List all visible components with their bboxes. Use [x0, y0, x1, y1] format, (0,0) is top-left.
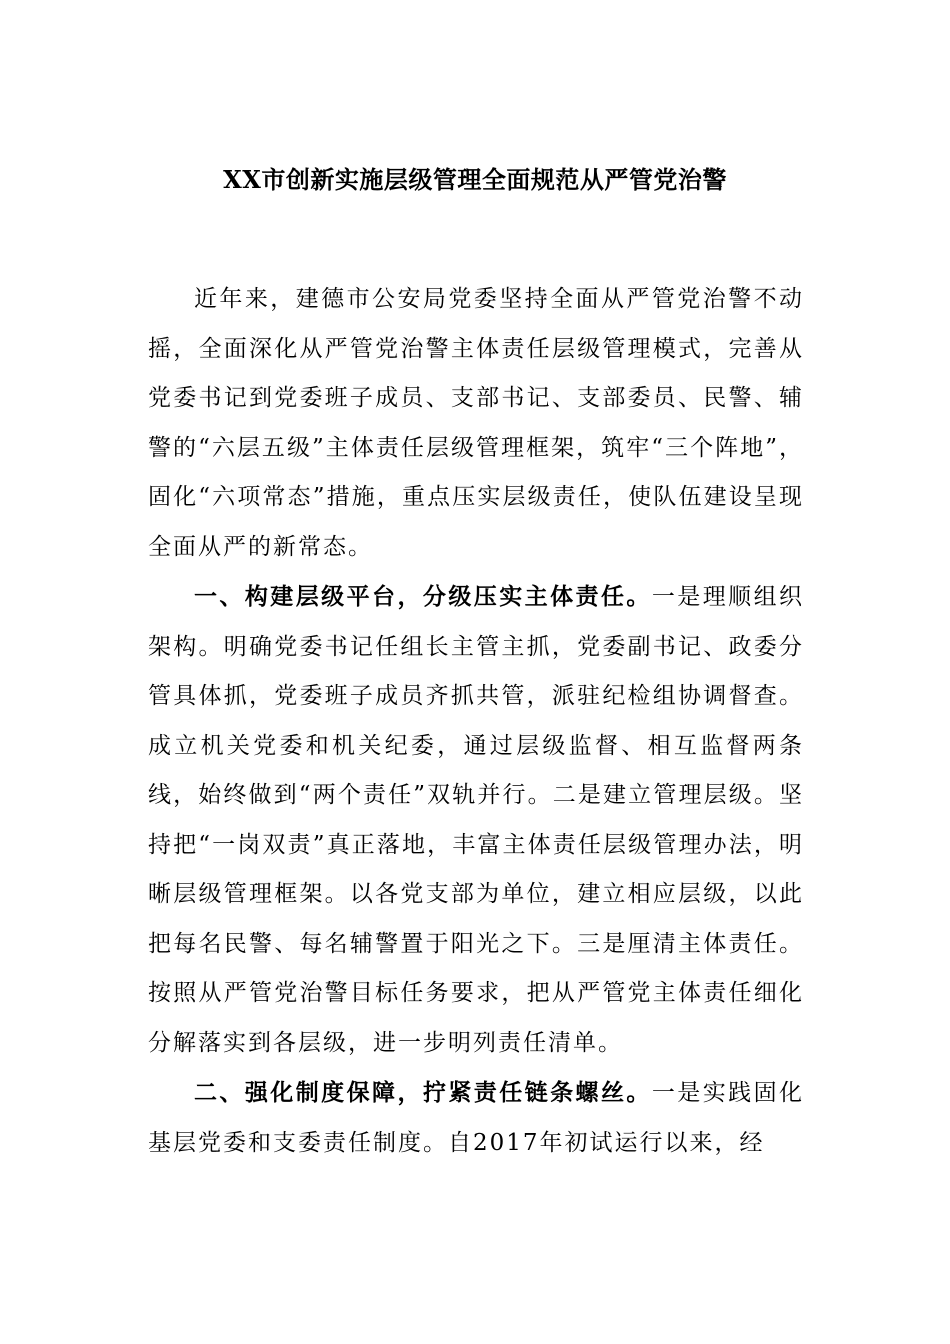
- section-2-heading: 二、强化制度保障，拧紧责任链条螺丝。: [194, 1079, 652, 1106]
- section-1-text: 一是理顺组织架构。明确党委书记任组长主管主抓，党委副书记、政委分管具体抓，党委班子成员齐抓共管，派驻纪检组协调督查。成立机关党委和机关纪委，通过层级监督、相互监督两条线，始终做到“两个责任”双轨并行。二是建立管理层级。坚持把“一岗双责”真正落地，丰富主体责任层级管理办法，明晰层级管理框架。以各党支部为单位，建立相应层级，以此把每名民警、每名辅警置于阳光之下。三是厘清主体责任。按照从严管党治警目标任务要求，把从严管党主体责任细化分解落实到各层级，进一步明列责任清单。: [148, 584, 805, 1056]
- paragraph-section-1: [148, 572, 804, 1068]
- paragraph-intro-text: 近年来，建德市公安局党委坚持全面从严管党治警不动摇，全面深化从严管党治警主体责任层级管理模式，完善从党委书记到党委班子成员、支部书记、支部委员、民警、辅警的“六层五级”主体责任层级管理框架，筑牢“三个阵地”，固化“六项常态”措施，重点压实层级责任，使队伍建设呈现全面从严的新常态。: [148, 286, 804, 560]
- document-body: [148, 275, 804, 1168]
- document-title: XX市创新实施层级管理全面规范从严管党治警: [223, 165, 727, 194]
- paragraph-section-2: [148, 1068, 804, 1168]
- paragraph-intro: [148, 275, 804, 572]
- section-1-heading: 一、构建层级平台，分级压实主体责任。: [194, 583, 652, 610]
- section-2-text: 一是实践固化基层党委和支委责任制度。自2017年初试运行以来，经: [148, 1080, 805, 1156]
